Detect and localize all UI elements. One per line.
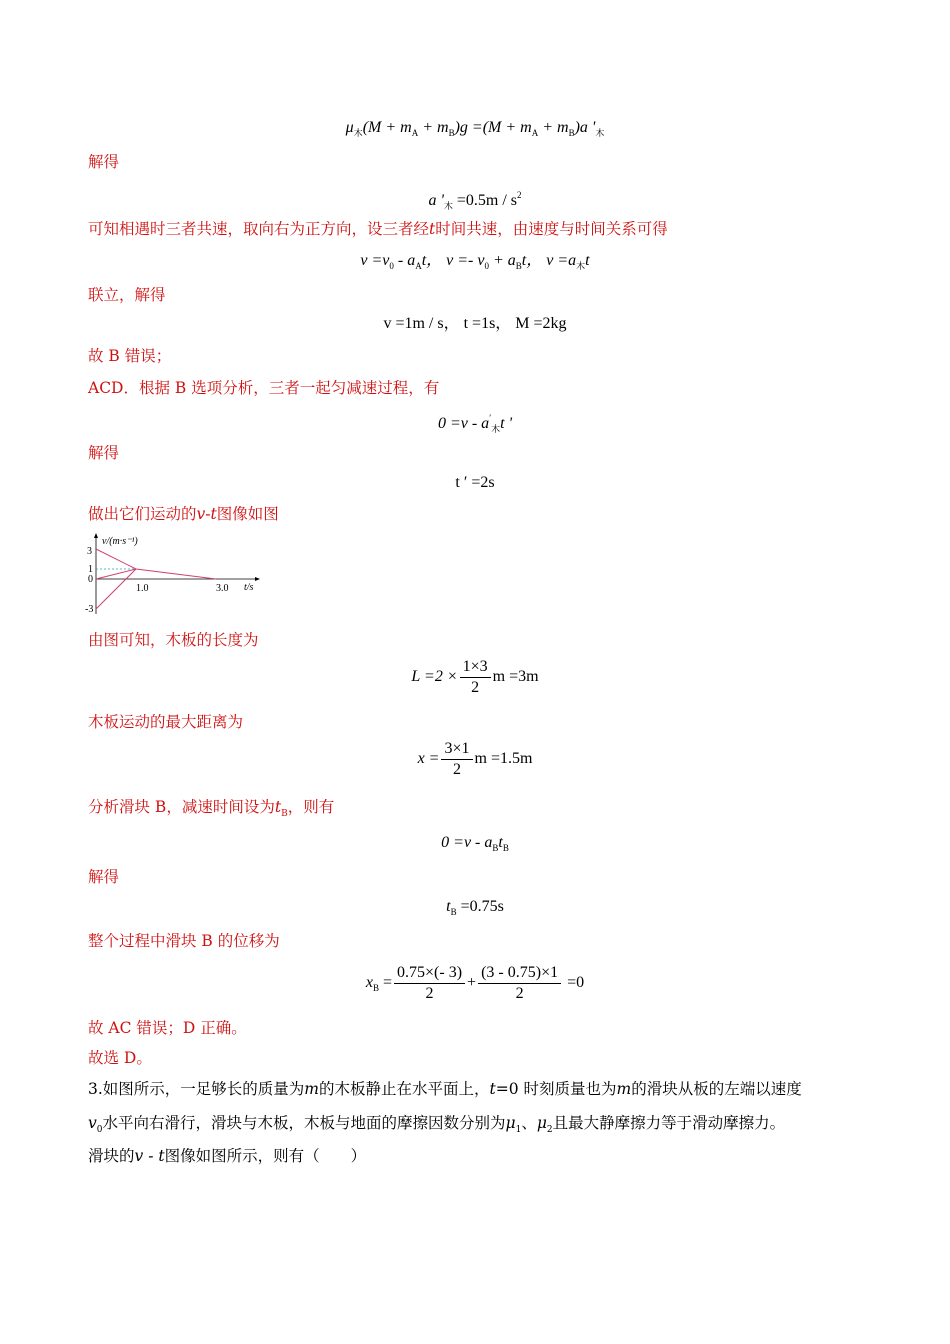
equation-t-prime: t ′ =2s (455, 474, 495, 491)
text-guxuan: 故选 D。 (88, 1049, 152, 1067)
x-axis-label: t/s (244, 582, 254, 593)
vt-series-line-1 (96, 569, 136, 609)
text-acd-analysis: ACD．根据 B 选项分析，三者一起匀减速过程，有 (88, 379, 440, 397)
y-tick-minus3: -3 (85, 604, 94, 615)
text-jiede-2: 解得 (88, 444, 120, 462)
equation-velocities: $v =v_0 - a_At$， $v =- v_0 + a_Bt$， $v =a_木t$ (360, 252, 590, 271)
text-kezhi: 可知相遇时三者共速，取向右为正方向，设三者经t时间共速，由速度与时间关系可得 (88, 220, 668, 238)
text-fenxi-B: 分析滑块 B，减速时间设为$t_B$，则有 (88, 798, 335, 819)
equation-friction-all: $\mu_木(M + m_A + m_B)g =(M + m_A + m_B)a$ '$_木$ (345, 119, 605, 138)
vt-series-line-3 (136, 569, 216, 579)
equation-decel: $0 =v - a'_木t$ ' (437, 413, 513, 434)
text-muban: 木板运动的最大距离为 (88, 713, 244, 731)
vt-series-line-0 (96, 549, 136, 569)
x-tick-3: 3.0 (216, 583, 229, 594)
q3-line1: 3.如图所示，一足够长的质量为m的木板静止在水平面上，t=0 时刻质量也为m的滑块从板的左端以速度 (88, 1080, 802, 1098)
text-lianli: 联立，解得 (88, 286, 166, 304)
equation-B-decel: $0 =v - a_Bt_B$ (441, 834, 509, 853)
equation-board-distance: x = $\frac{3\times 1}{2}$ m =1.5m (417, 740, 533, 778)
y-axis-label: v/(m·s⁻¹) (102, 536, 138, 547)
equation-xB: $x_B$ = $\frac{0.75\times(- 3)}{2}$ + $\frac{(3 - 0.75)\times 1}{2}$ =0 (365, 964, 585, 1002)
vt-series-line-2 (96, 569, 136, 579)
equation-board-length: L =2 × $\frac{1\times 3}{2}$ m =3m (411, 658, 539, 696)
text-jiede-3: 解得 (88, 868, 120, 886)
text-jiede-1: 解得 (88, 153, 120, 171)
x-tick-1: 1.0 (136, 583, 149, 594)
text-youtu: 由图可知，木板的长度为 (88, 631, 259, 649)
text-zuochu: 做出它们运动的v-t图像如图 (88, 505, 279, 523)
text-gu-AC: 故 AC 错误；D 正确。 (88, 1019, 247, 1037)
equation-a-board: a '$_木 =0.5m / s^2$ (428, 190, 522, 211)
q3-line3: 滑块的v - t图像如图所示，则有（ ） (88, 1147, 367, 1165)
y-axis-arrow (94, 533, 98, 538)
y-tick-3: 3 (87, 546, 92, 557)
equation-solution-v-t-M: v =1m / s， t =1s， M =2kg (383, 315, 567, 332)
text-zhengge: 整个过程中滑块 B 的位移为 (88, 932, 280, 950)
equation-tB: $t_B =0.75s$ (446, 898, 504, 917)
y-tick-1: 1 (88, 564, 93, 575)
y-tick-0: 0 (88, 574, 93, 585)
q3-line2: $v_0$水平向右滑行，滑块与木板，木板与地面的摩擦因数分别为$\mu_1$、$\mu_2$且最大静摩擦力等于滑动摩擦力。 (88, 1114, 786, 1135)
text-gu-B: 故 B 错误； (88, 347, 172, 365)
x-axis-arrow (255, 577, 260, 581)
vt-graph (84, 530, 274, 620)
